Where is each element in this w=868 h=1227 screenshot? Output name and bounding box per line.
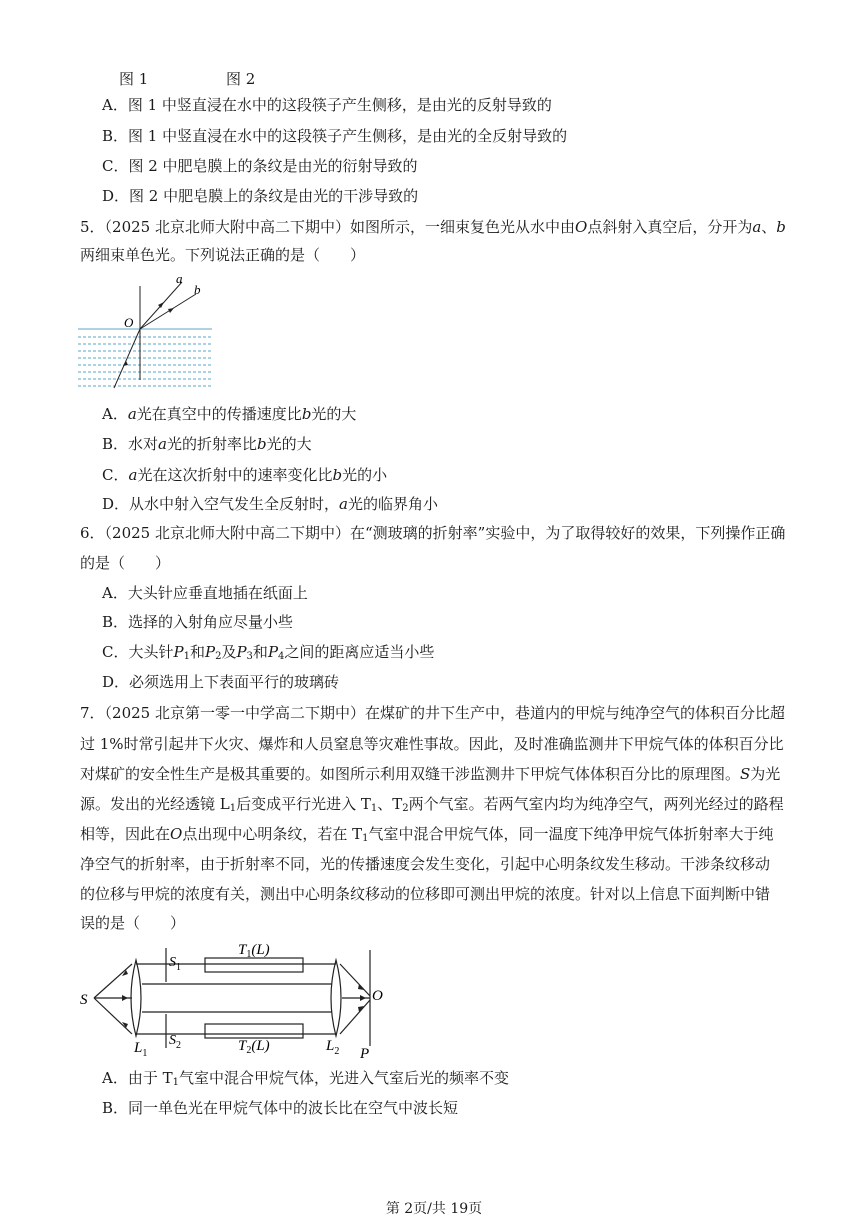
q5-stem-line2: 两细束单色光。下列说法正确的是（ ）: [80, 246, 366, 264]
q6-option-a: A．大头针应垂直地插在纸面上: [102, 584, 308, 602]
q5-refraction-figure: [78, 268, 214, 394]
q7-stem-line1: 7．（2025 北京第一零一中学高二下期中）在煤矿的井下生产中，巷道内的甲烷与纯净空气的体积百分比超: [80, 704, 785, 722]
chamber-t2: [205, 1024, 303, 1038]
q6-option-d: D．必须选用上下表面平行的玻璃砖: [102, 673, 340, 691]
label-l1: $L_1$: [134, 1040, 148, 1059]
q6-stem-line2: 的是（ ）: [80, 554, 171, 572]
label-o: O: [372, 988, 383, 1004]
q7-option-a: A．由于 $T_1$气室中混合甲烷气体，光进入气室后光的频率不变: [102, 1069, 509, 1088]
q4-option-a: A．图 1 中竖直浸在水中的这段筷子产生侧移，是由光的反射导致的: [102, 96, 552, 114]
q4-option-c: C．图 2 中肥皂膜上的条纹是由光的衍射导致的: [102, 157, 418, 175]
label-l2: $L_2$: [326, 1038, 340, 1057]
q6-option-b: B．选择的入射角应尽量小些: [102, 613, 294, 631]
label-s2: $S_2$: [169, 1033, 181, 1051]
lens-l2: [331, 960, 341, 1036]
q5-option-b: B．水对a光的折射率比b光的大: [102, 435, 312, 453]
chamber-t1: [205, 958, 303, 972]
q7-stem-line6: 净空气的折射率，由于折射率不同，光的传播速度会发生变化，引起中心明条纹发生移动。干涉条纹移动: [80, 855, 771, 873]
label-p: P: [360, 1046, 370, 1060]
label-t1: $T_1(L)$: [238, 942, 270, 960]
q7-stem-line3: 对煤矿的安全性生产是极其重要的。如图所示利用双缝干涉监测井下甲烷气体体积百分比的原理图。S为光: [80, 765, 781, 783]
q5-option-a: A．a光在真空中的传播速度比b光的大: [102, 405, 357, 423]
q4-option-b: B．图 1 中竖直浸在水中的这段筷子产生侧移，是由光的全反射导致的: [102, 127, 568, 145]
q6-stem-line1: 6．（2025 北京北师大附中高二下期中）在“测玻璃的折射率”实验中，为了取得较好的效果，下列操作正确: [80, 524, 786, 542]
q5-stem-line1: 5．（2025 北京北师大附中高二下期中）如图所示，一细束复色光从水中由O点斜射入真空后，分开为a、b: [80, 218, 786, 236]
q6-option-c: C．大头针$P_1$和$P_2$及$P_3$和$P_4$之间的距离应适当小些: [102, 643, 435, 662]
q7-stem-line7: 的位移与甲烷的浓度有关，测出中心明条纹移动的位移即可测出甲烷的浓度。针对以上信息下面判断中错: [80, 885, 771, 903]
q5-option-d: D．从水中射入空气发生全反射时，a光的临界角小: [102, 495, 438, 513]
ray-b-arrow: [168, 308, 174, 313]
incident-ray: [114, 329, 140, 388]
water-surface-lines: [78, 329, 212, 386]
q7-stem-line4: 源。发出的光经透镜 $L_1$后变成平行光进入 $T_1$、$T_2$两个气室。若两气室内均为纯净空气，两列光经过的路程: [80, 795, 784, 814]
figure-2-label: 图 2: [226, 70, 256, 88]
q4-option-d: D．图 2 中肥皂膜上的条纹是由光的干涉导致的: [102, 187, 419, 205]
label-s1: $S_1$: [169, 955, 181, 973]
label-t2: $T_2(L)$: [238, 1038, 270, 1056]
q7-stem-line8: 误的是（ ）: [80, 914, 186, 932]
q7-interference-figure: [80, 938, 390, 1060]
lens-l1: [131, 960, 141, 1036]
q5-option-c: C．a光在这次折射中的速率变化比b光的小: [102, 466, 388, 484]
q7-stem-line2: 过 1%时常引起井下火灾、爆炸和人员窒息等灾难性事故。因此，及时准确监测井下甲烷气体的体积百分比: [80, 735, 784, 753]
point-o-label: O: [124, 315, 134, 330]
q7-option-b: B．同一单色光在甲烷气体中的波长比在空气中波长短: [102, 1099, 459, 1117]
ray-b-label: b: [194, 282, 201, 297]
page-footer: 第 2页/共 19页: [385, 1201, 483, 1217]
label-s: S: [80, 992, 88, 1008]
q7-stem-line5: 相等，因此在O点出现中心明条纹，若在 $T_1$气室中混合甲烷气体，同一温度下纯净甲烷气体折射率大于纯: [80, 825, 774, 844]
figure-1-label: 图 1: [119, 70, 149, 88]
ray-b: [140, 294, 196, 329]
ray-a-label: a: [176, 271, 183, 286]
